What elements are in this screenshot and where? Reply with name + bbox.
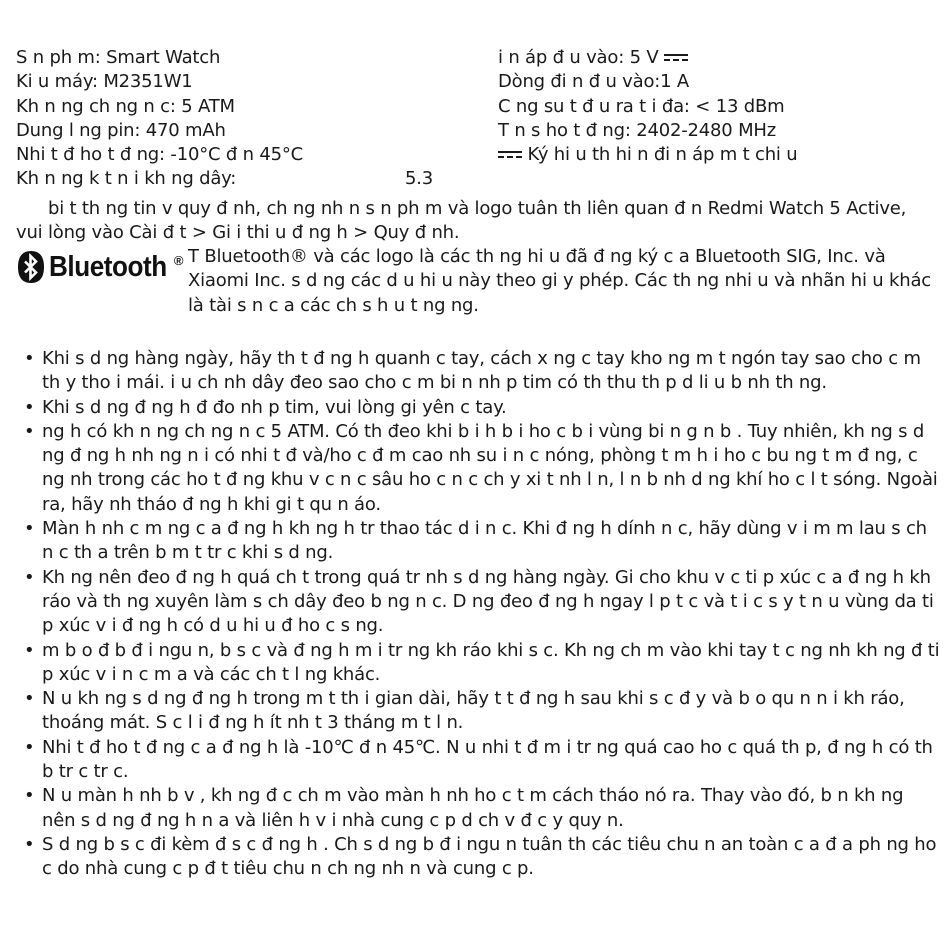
spec-operating-temp: Nhi t đ ho t đ ng: -10°C đ n 45°C (16, 144, 304, 166)
spec-wireless-label: Kh n ng k t n i kh ng dây: (16, 168, 237, 190)
spec-battery: Dung l ng pin: 470 mAh (16, 119, 226, 141)
safety-item: • Kh ng nên đeo đ ng h quá ch t trong quá tr nh s d ng hàng ngày. Gi cho khu v c ti p xúc c a đ ng h kh ráo và th ng xuyên làm s ch dây đeo b ng n c. D ng đeo đ ng h ngay l p t c và t i c s y t n u vùng da ti p xúc v i đ ng h có d u hi u đ ho c s ng. (24, 566, 942, 639)
spec-input-voltage (498, 46, 938, 70)
spec-model: Ki u máy: M2351W1 (16, 71, 193, 93)
dc-voltage-icon (498, 150, 522, 160)
regulatory-notice: bi t th ng tin v quy đ nh, ch ng nh n s n ph m và logo tuân th liên quan đ n Redmi Watch 5 Active, vui lòng vào Cài đ t > Gi i thi u đ ng h > Quy đ nh. (16, 198, 907, 244)
safety-item: • Nhi t đ ho t đ ng c a đ ng h là -10℃ đ n 45℃. N u nhi t đ m i tr ng quá cao ho c quá th p, đ ng h có th b tr c tr c. (24, 736, 942, 785)
spec-wireless (16, 167, 486, 191)
safety-item: • Khi s d ng hàng ngày, hãy th t đ ng h quanh c tay, cách x ng c tay kho ng m t ngón tay sao cho c m th y tho i mái. i u ch nh dây đeo sao cho c m bi n nh p tim có th thu th p d li u b nh th ng. (24, 347, 942, 396)
spec-frequency: T n s ho t đ ng: 2402-2480 MHz (498, 119, 776, 141)
safety-instructions (24, 347, 942, 882)
spec-water-resistance: Kh n ng ch ng n c: 5 ATM (16, 95, 235, 117)
safety-item: • Khi s d ng đ ng h đ đo nh p tim, vui lòng gi yên c tay. (24, 396, 942, 420)
spec-dc-legend-text: Ký hi u th hi n đi n áp m t chi u (527, 144, 798, 166)
spec-max-power: C ng su t đ u ra t i đa: < 13 dBm (498, 95, 785, 117)
spec-dc-legend (498, 143, 938, 167)
bluetooth-wordmark: Bluetooth (49, 250, 167, 283)
bluetooth-logo (16, 249, 183, 285)
spec-product: S n ph m: Smart Watch (16, 47, 221, 68)
safety-item: • N u màn h nh b v , kh ng đ c ch m vào màn h nh ho c t m cách tháo nó ra. Thay vào đó, b n kh ng nên s d ng đ ng h n a và liên h v i nhà cung c p d ch v đ c y quy n. (24, 784, 942, 833)
safety-item: • Màn h nh c m ng c a đ ng h kh ng h tr thao tác d i n c. Khi đ ng h dính n c, hãy dùng v i m m lau s ch n c th a trên b m t tr c khi s d ng. (24, 517, 942, 566)
spec-list-right (498, 46, 938, 167)
safety-item: • ng h có kh n ng ch ng n c 5 ATM. Có th đeo khi b i h b i ho c b i vùng bi n g n b . Tuy nhiên, kh ng s d ng đ ng h nh ng n i có nhi t đ và/ho c đ m cao nh su i n c nóng, phòng t m h i ho c bu ng t m đ ng, c ng nh trong các ho t đ ng khu v c n c sâu ho c n c ch y xi t nh l n, l n b nh d ng khí ho c l t sóng. Ngoài ra, hãy nh tháo đ ng h khi gi t qu n áo. (24, 420, 942, 517)
safety-item: • N u kh ng s d ng đ ng h trong m t th i gian dài, hãy t t đ ng h sau khi s c đ y và b o qu n n i kh ráo, thoáng mát. S c l i đ ng h ít nh t 3 tháng m t l n. (24, 687, 942, 736)
bluetooth-icon (16, 250, 46, 284)
spec-list-left (16, 46, 486, 192)
spec-input-current: Dòng đi n đ u vào:1 A (498, 71, 690, 93)
safety-item: • S d ng b s c đi kèm đ s c đ ng h . Ch s d ng b đ i ngu n tuân th các tiêu chu n an toàn c a đ a ph ng ho c do nhà cung c p đ t tiêu chu n ch ng nh n và cung c p. (24, 833, 942, 882)
registered-mark: ® (173, 253, 184, 268)
safety-item: • m b o đ b đ i ngu n, b s c và đ ng h m i tr ng kh ráo khi s c. Kh ng ch m vào khi tay t c ng nh kh ng đ ti p xúc v i n c m a và các ch t l ng khác. (24, 639, 942, 688)
bluetooth-trademark-notice: T Bluetooth® và các logo là các th ng hi u đã đ ng ký c a Bluetooth SIG, Inc. và Xiaomi Inc. s d ng các d u hi u này theo gi y phép. Các th ng nhi u và nhãn hi u khác là tài s n c a các ch s h u t ng ng. (188, 246, 931, 316)
spec-bluetooth-version: 5.3 (405, 168, 434, 190)
spec-input-voltage-text: i n áp đ u vào: 5 V (498, 47, 659, 68)
dc-voltage-icon (664, 53, 688, 63)
